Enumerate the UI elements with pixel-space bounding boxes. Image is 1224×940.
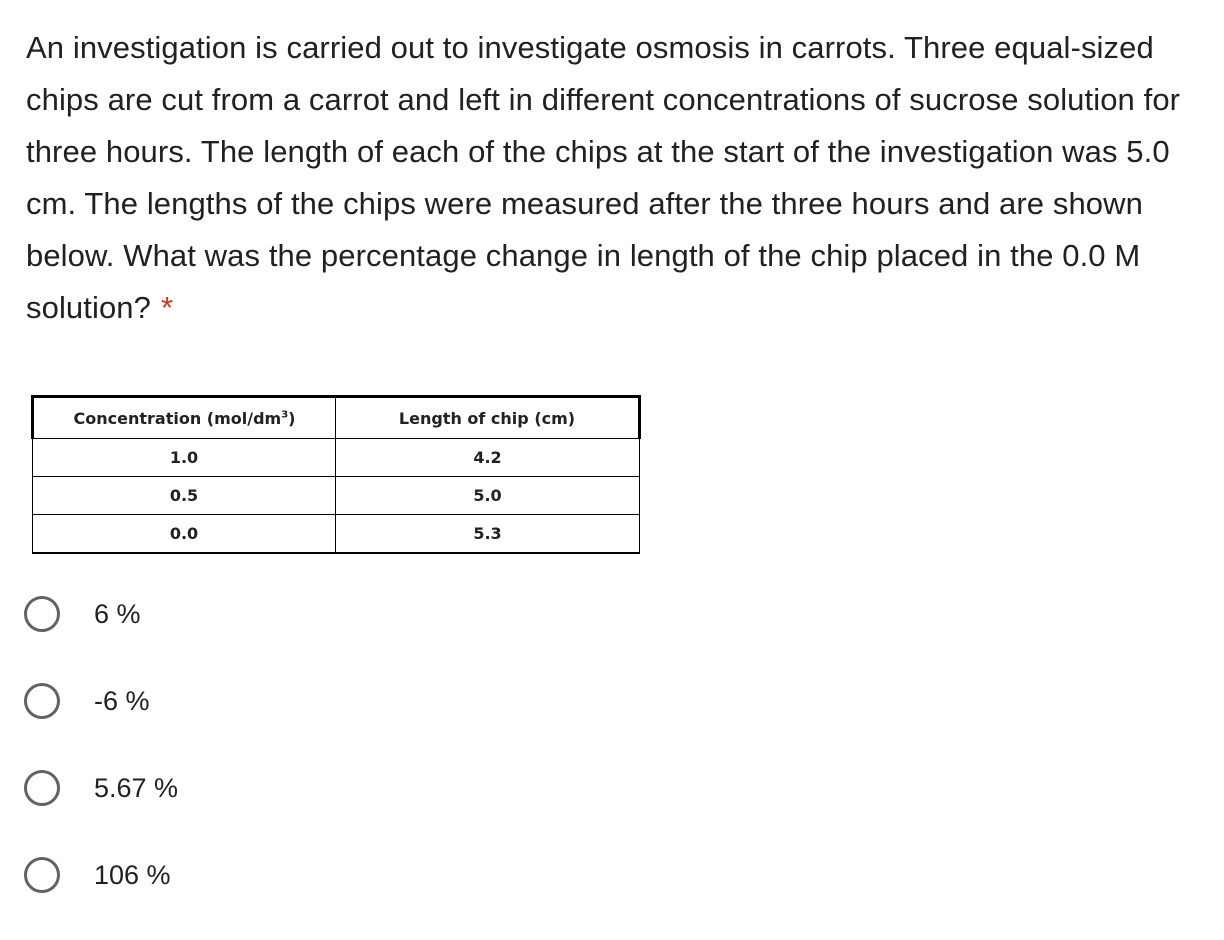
question-text-container	[26, 22, 1216, 334]
table-row	[33, 477, 640, 515]
header-concentration: Concentration $(mol/dm^3)$	[33, 397, 336, 439]
option-label: 106 %	[94, 859, 171, 890]
radio-button[interactable]	[24, 683, 60, 719]
option-label: 6 %	[94, 598, 141, 629]
cell-length: 5.0	[336, 477, 640, 515]
radio-button[interactable]	[24, 596, 60, 632]
data-table	[31, 395, 641, 554]
radio-button[interactable]	[24, 857, 60, 893]
option-label: -6 %	[94, 685, 150, 716]
question-text: An investigation is carried out to investigate osmosis in carrots. Three equal-sized chips are cut from a carrot and left in different concentrations of sucrose solution for three hours. The length of each of the chips at the start of the investigation was 5.0 cm. The lengths of the chips were measured after the three hours and are shown below. What was the percentage change in length of the chip placed in the 0.0 M solution?	[26, 30, 1181, 325]
cell-length: 4.2	[336, 439, 640, 477]
required-asterisk: *	[161, 290, 174, 325]
radio-button[interactable]	[24, 770, 60, 806]
cell-concentration: 0.5	[33, 477, 336, 515]
table-header-row	[33, 397, 640, 439]
option-minus-6-percent[interactable]	[24, 679, 178, 723]
cell-concentration: 1.0	[33, 439, 336, 477]
answer-options	[24, 592, 178, 940]
option-5-67-percent[interactable]	[24, 766, 178, 810]
cell-concentration: 0.0	[33, 515, 336, 554]
option-label: 5.67 %	[94, 772, 179, 803]
option-106-percent[interactable]	[24, 853, 178, 897]
option-6-percent[interactable]	[24, 592, 178, 636]
header-length: Length of chip (cm)	[336, 397, 640, 439]
table-row	[33, 515, 640, 554]
cell-length: 5.3	[336, 515, 640, 554]
table-row	[33, 439, 640, 477]
